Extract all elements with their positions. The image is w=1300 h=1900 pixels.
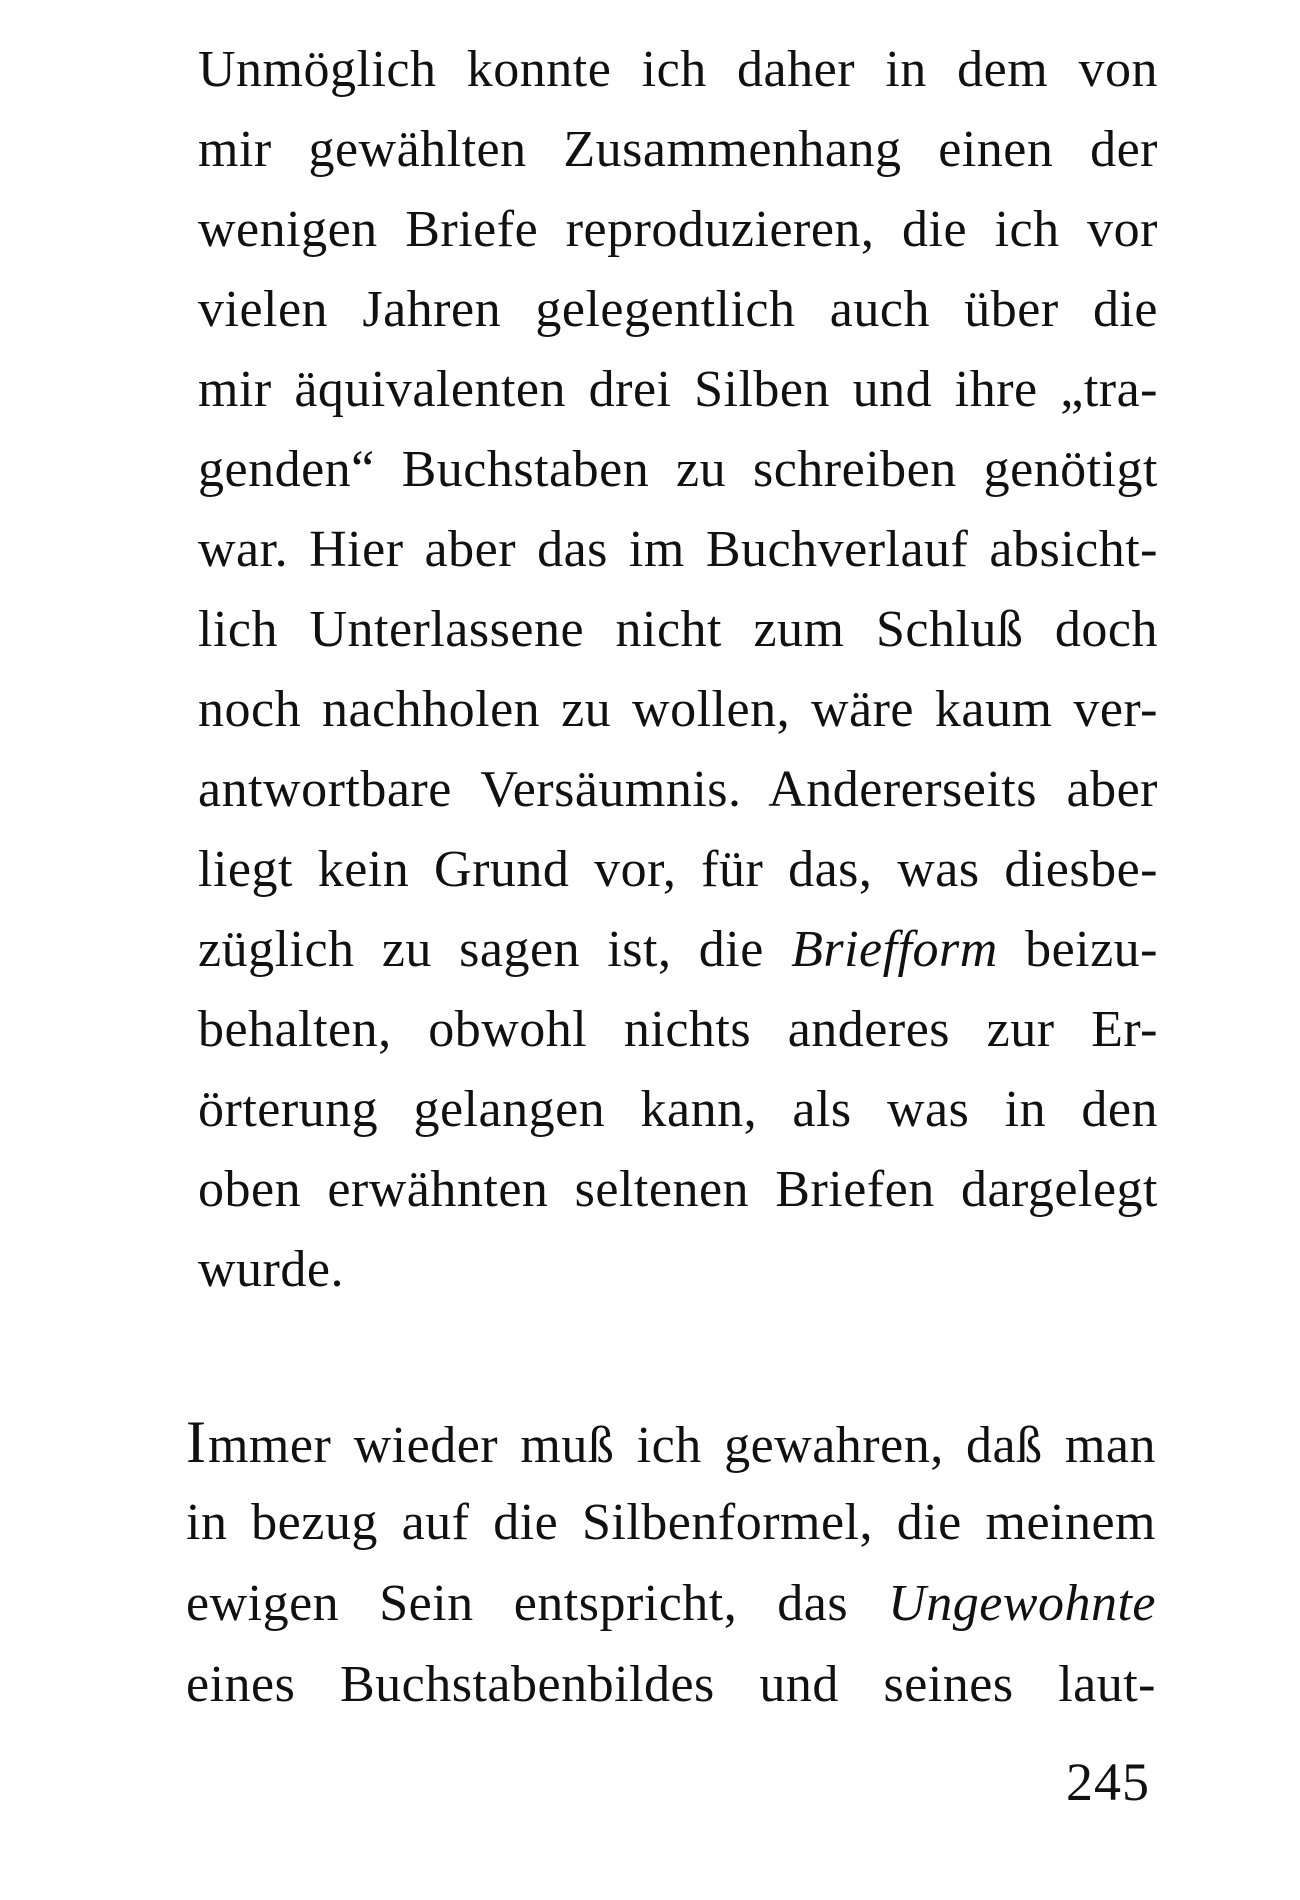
line-12-text-after: beizu- (1025, 921, 1159, 978)
paragraph-1-line-4: vielen Jahren gelegentlich auch über die (198, 281, 1158, 338)
paragraph-2-line-4: eines Buchstabenbildes und seines laut- (186, 1656, 1156, 1713)
paragraph-1-line-12 (198, 920, 1158, 980)
paragraph-1-line-1: Unmöglich konnte ich daher in dem von (198, 41, 1158, 98)
paragraph-1-line-3: wenigen Briefe reproduzieren, die ich vor (198, 201, 1158, 258)
page-number: 245 (1066, 1752, 1150, 1812)
line-3-text-before: ewigen Sein entspricht, das (186, 1575, 849, 1632)
paragraph-1-line-5: mir äquivalenten drei Silben und ihre „tra- (198, 361, 1158, 418)
paragraph-2-line-3 (186, 1574, 1156, 1634)
emphasis-ungewohnte: Ungewohnte (888, 1575, 1156, 1632)
line-1-rest: mmer wieder muß ich gewahren, daß man (207, 1417, 1156, 1474)
paragraph-1-line-13: behalten, obwohl nichts anderes zur Er- (198, 1001, 1158, 1058)
line-12-text-before: züglich zu sagen ist, die (198, 921, 764, 978)
paragraph-1-line-15: oben erwähnten seltenen Briefen dargelegt (198, 1161, 1158, 1218)
paragraph-2-line-2: in bezug auf die Silbenformel, die meinem (186, 1494, 1156, 1551)
paragraph-1-line-7: war. Hier aber das im Buchverlauf absicht- (198, 521, 1158, 578)
paragraph-1-line-6: genden“ Buchstaben zu schreiben genötigt (198, 441, 1158, 498)
paragraph-1-line-14: örterung gelangen kann, als was in den (198, 1081, 1158, 1138)
paragraph-1-line-8: lich Unterlassene nicht zum Schluß doch (198, 601, 1158, 658)
paragraph-1-line-9: noch nachholen zu wollen, wäre kaum ver- (198, 681, 1158, 738)
paragraph-1-line-2: mir gewählten Zusammenhang einen der (198, 121, 1158, 178)
paragraph-1-line-10: antwortbare Versäumnis. Andererseits aber (198, 761, 1158, 818)
paragraph-2-line-1 (186, 1409, 1156, 1475)
emphasis-briefform: Briefform (791, 921, 998, 978)
paragraph-1-line-11: liegt kein Grund vor, für das, was diesbe- (198, 841, 1158, 898)
paragraph-1-line-16: wurde. (198, 1241, 344, 1298)
initial-letter: I (186, 1409, 208, 1475)
